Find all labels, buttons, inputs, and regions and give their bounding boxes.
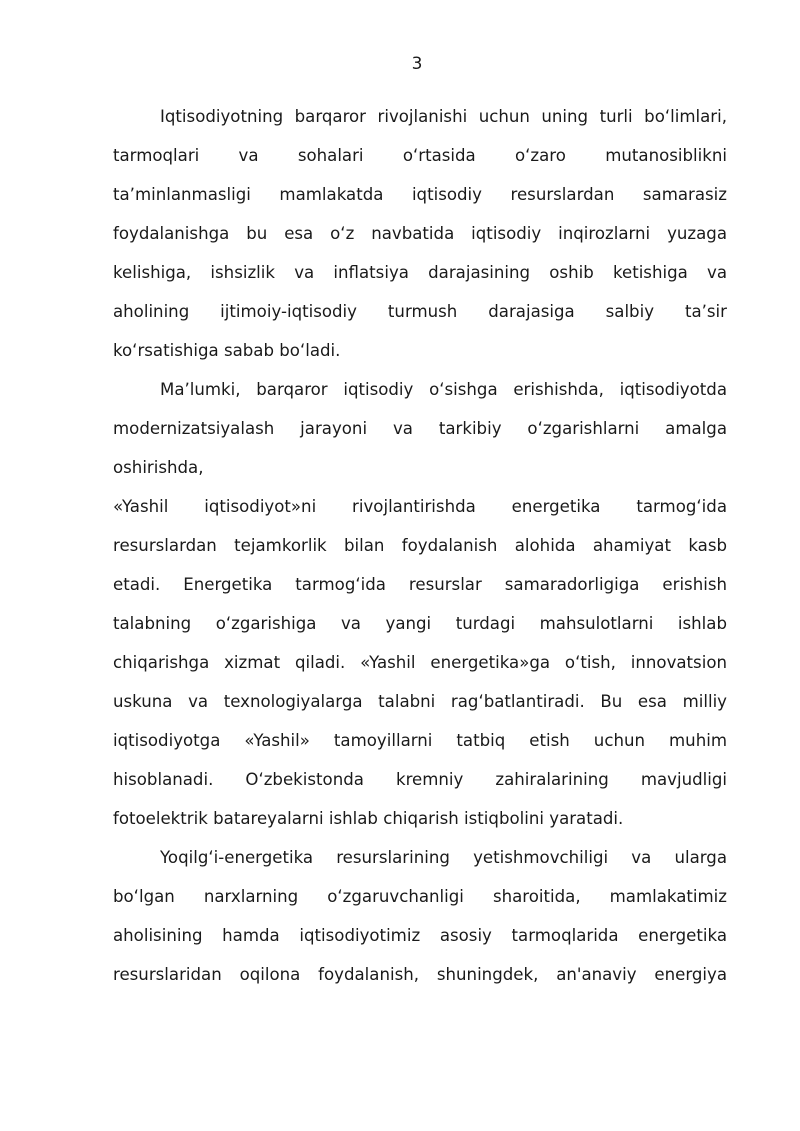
text-line: Yoqilgʻi-energetika resurslarining yetishmovchiligi va ularga xyxy=(160,848,727,867)
text-line: tarmoqlari va sohalari oʻrtasida oʻzaro mutanosiblikni xyxy=(113,146,727,165)
text-line: uskuna va texnologiyalarga talabni ragʻbatlantiradi. Bu esa milliy xyxy=(113,692,727,711)
text-line: kelishiga, ishsizlik va inflatsiya darajasining oshib ketishiga va xyxy=(113,263,727,282)
text-line: fotoelektrik batareyalarni ishlab chiqarish istiqbolini yaratadi. xyxy=(113,809,624,828)
page-number: 3 xyxy=(411,54,423,74)
text-line: talabning oʻzgarishiga va yangi turdagi mahsulotlarni ishlab xyxy=(113,614,727,633)
text-line: aholining ijtimoiy-iqtisodiy turmush darajasiga salbiy taʼsir xyxy=(113,302,727,321)
text-line: Iqtisodiyotning barqaror rivojlanishi uchun uning turli boʻlimlari, xyxy=(160,107,727,126)
text-line: modernizatsiyalash jarayoni va tarkibiy oʻzgarishlarni amalga xyxy=(113,419,727,438)
text-line: etadi. Energetika tarmogʻida resurslar samaradorligiga erishish xyxy=(113,575,727,594)
document-body xyxy=(113,97,727,994)
text-line: hisoblanadi. Oʻzbekistonda kremniy zahiralarining mavjudligi xyxy=(113,770,727,789)
text-line: foydalanishga bu esa oʻz navbatida iqtisodiy inqirozlarni yuzaga xyxy=(113,224,727,243)
paragraph xyxy=(113,487,727,838)
text-line: aholisining hamda iqtisodiyotimiz asosiy tarmoqlarida energetika xyxy=(113,926,727,945)
paragraph xyxy=(113,838,727,994)
text-line: chiqarishga xizmat qiladi. «Yashil energetika»ga oʻtish, innovatsion xyxy=(113,653,727,672)
paragraph xyxy=(113,370,727,487)
text-line: koʻrsatishiga sabab boʻladi. xyxy=(113,341,341,360)
text-line: iqtisodiyotga «Yashil» tamoyillarni tatbiq etish uchun muhim xyxy=(113,731,727,750)
paragraph xyxy=(113,97,727,370)
text-line: Maʼlumki, barqaror iqtisodiy oʻsishga erishishda, iqtisodiyotda xyxy=(160,380,727,399)
text-line: oshirishda, xyxy=(113,458,204,477)
text-line: resurslaridan oqilona foydalanish, shuningdek, an'anaviy energiya xyxy=(113,965,727,984)
text-line: boʻlgan narxlarning oʻzgaruvchanligi sharoitida, mamlakatimiz xyxy=(113,887,727,906)
text-line: «Yashil iqtisodiyot»ni rivojlantirishda energetika tarmogʻida xyxy=(113,497,727,516)
text-line: resurslardan tejamkorlik bilan foydalanish alohida ahamiyat kasb xyxy=(113,536,727,555)
text-line: taʼminlanmasligi mamlakatda iqtisodiy resurslardan samarasiz xyxy=(113,185,727,204)
